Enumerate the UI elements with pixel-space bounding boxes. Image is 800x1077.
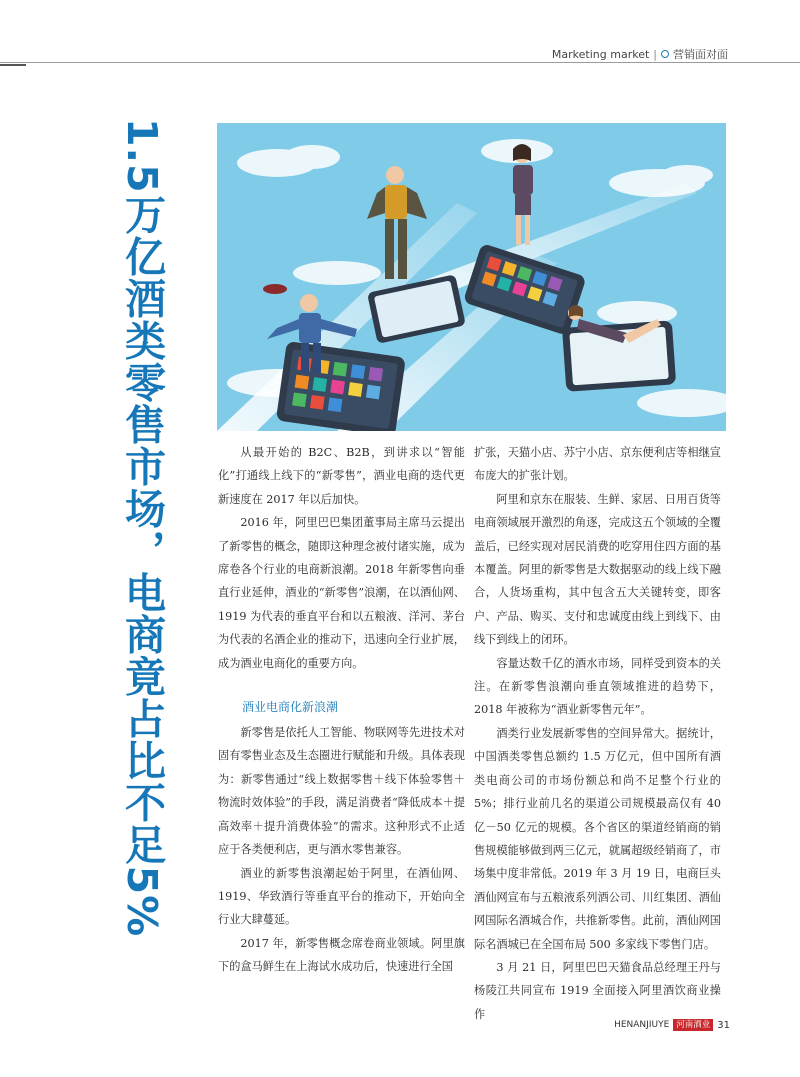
article-column-right xyxy=(474,441,721,1026)
paragraph: 3 月 21 日，阿里巴巴天猫食品总经理王丹与杨陵江共同宣布 1919 全面接入阿里酒饮商业操作 xyxy=(474,960,721,1021)
circle-mark-icon xyxy=(661,50,669,58)
article-column-left xyxy=(218,441,465,979)
header-divider: | xyxy=(653,47,657,61)
paragraph: 2016 年，阿里巴巴集团董事局主席马云提出了新零售的概念，随即这种理念被付诸实施，成为席卷各个行业的电商新浪潮。2018 年新零售向垂直行业延伸，酒业的“新零售”浪潮，在以酒仙网、1919 为代表的垂直平台和以五粮液、洋河、茅台为代表的名酒企业的推动下，迅速向全行业扩展，成为酒业电商化的重要方向。 xyxy=(218,516,465,670)
paragraph: 2017 年，新零售概念席卷商业领域。阿里旗下的盒马鲜生在上海试水成功后，快速进行全国 xyxy=(218,936,465,974)
paragraph: 酒业的新零售浪潮起始于阿里，在酒仙网、1919、华致酒行等垂直平台的推动下，开始向全行业大肆蔓延。 xyxy=(218,866,465,927)
article-title: 1.5万亿酒类零售市场，电商竟占比不足5% xyxy=(118,118,166,938)
paragraph: 酒类行业发展新零售的空间异常大。据统计，中国酒类零售总额约 1.5 万亿元，但中国所有酒类电商公司的市场份额总和尚不足整个行业的 5%；排行业前几名的渠道公司规模最高仅有 40 亿－50 亿元的规模。各个省区的渠道经销商的销售规模能够做到两三亿元，就属超级经销商了，市场集中度非常低。2019 年 3 月 19 日，电商巨头酒仙网宣布与五粮液系列酒公司、川红集团、酒仙网国际名酒城合作，共推新零售。此前，酒仙网国际名酒城已在全国布局 500 多家线下零售门店。 xyxy=(474,726,721,951)
section-heading: 酒业电商化新浪潮 xyxy=(242,700,339,715)
page-number: 31 xyxy=(717,1019,730,1031)
paragraph: 新零售是依托人工智能、物联网等先进技术对固有零售业态及生态圈进行赋能和升级。具体表现为：新零售通过“线上数据零售＋线下体验零售＋物流时效体验”的手段，满足消费者“降低成本＋提高效率＋提升消费体验”的需求。这种形式不止适应于各类便利店，更与酒水零售兼容。 xyxy=(218,726,465,857)
magazine-badge: 河南酒业 xyxy=(673,1019,713,1031)
section-title-en: Marketing market xyxy=(551,47,650,61)
page-footer xyxy=(614,1018,730,1032)
header-rule xyxy=(0,62,800,63)
paragraph: 容量达数千亿的酒水市场，同样受到资本的关注。在新零售浪潮向垂直领域推进的趋势下，2018 年被称为“酒业新零售元年”。 xyxy=(474,656,721,717)
section-header xyxy=(552,46,728,62)
paragraph: 扩张，天猫小店、苏宁小店、京东便利店等相继宣布庞大的扩张计划。 xyxy=(474,446,721,483)
article-illustration xyxy=(217,123,726,431)
paragraph: 阿里和京东在服装、生鲜、家居、日用百货等电商领域展开激烈的角逐，完成这五个领域的全覆盖后，已经实现对居民消费的吃穿用住四方面的基本覆盖。阿里的新零售是大数据驱动的线上线下融合，人货场重构，其中包含五大关键转变，即客户、产品、购买、支付和忠诚度由线上到线下、由线下到线上的闭环。 xyxy=(474,492,721,647)
section-title-cn: 营销面对面 xyxy=(673,48,728,61)
paragraph: 从最开始的 B2C、B2B，到讲求以“智能化”打通线上线下的“新零售”，酒业电商的迭代更新速度在 2017 年以后加快。 xyxy=(218,446,465,506)
header-rule-accent xyxy=(0,64,26,66)
people-surfing-smartphones-illustration xyxy=(217,123,726,431)
magazine-name: HENANJIUYE xyxy=(614,1020,670,1030)
